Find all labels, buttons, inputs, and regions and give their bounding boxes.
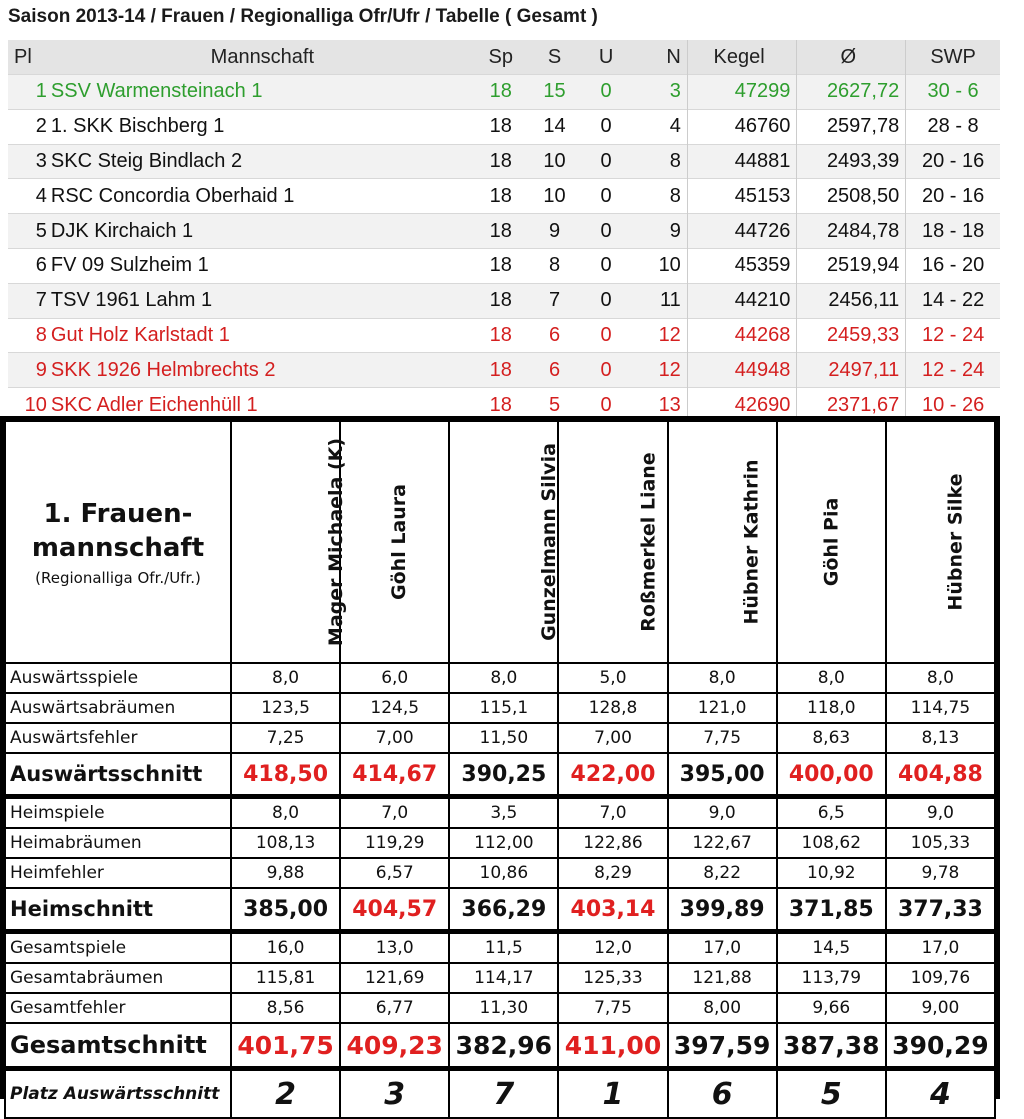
stats-row [5, 1069, 995, 1119]
cell-sp: 18 [474, 214, 528, 249]
cell-team: FV 09 Sulzheim 1 [51, 248, 474, 283]
stats-value-cell: 397,59 [668, 1023, 777, 1069]
stats-value-cell: 404,88 [886, 753, 995, 797]
table-row [8, 109, 1000, 144]
stats-row [5, 723, 995, 753]
player-name: Gunzelmann Silvia [538, 443, 561, 641]
stats-value-cell: 7,75 [668, 723, 777, 753]
cell-kegel: 44881 [687, 144, 797, 179]
stats-value-cell: 5,0 [558, 663, 667, 693]
stats-value-cell: 7,25 [231, 723, 340, 753]
stats-value-cell: 10,92 [777, 858, 886, 888]
table-row [8, 214, 1000, 249]
stats-value-cell: 115,1 [449, 693, 558, 723]
stats-value-cell: 399,89 [668, 888, 777, 932]
cell-kegel: 45153 [687, 179, 797, 214]
cell-pl: 8 [8, 318, 51, 353]
cell-u: 0 [581, 248, 630, 283]
stats-value-cell: 6 [668, 1069, 777, 1119]
stats-value-cell: 121,0 [668, 693, 777, 723]
stats-value-cell: 118,0 [777, 693, 886, 723]
league-table-title: Saison 2013-14 / Frauen / Regionalliga Ofr/Ufr / Tabelle ( Gesamt ) [8, 6, 598, 27]
cell-team: SKC Steig Bindlach 2 [51, 144, 474, 179]
stats-value-cell: 108,13 [231, 828, 340, 858]
table-row [8, 144, 1000, 179]
player-header-cell [449, 421, 561, 663]
cell-s: 14 [528, 109, 582, 144]
stats-row-label: Auswärtsschnitt [5, 753, 231, 797]
stats-value-cell: 8,13 [886, 723, 995, 753]
cell-swp: 12 - 24 [906, 318, 1000, 353]
cell-s: 10 [528, 144, 582, 179]
stats-value-cell: 390,29 [886, 1023, 995, 1069]
cell-s: 6 [528, 318, 582, 353]
stats-row [5, 858, 995, 888]
cell-swp: 14 - 22 [906, 283, 1000, 318]
stats-value-cell: 8,0 [668, 663, 777, 693]
cell-pl: 1 [8, 75, 51, 110]
cell-sp: 18 [474, 318, 528, 353]
cell-swp: 16 - 20 [906, 248, 1000, 283]
stats-value-cell: 9,78 [886, 858, 995, 888]
stats-value-cell: 6,57 [340, 858, 449, 888]
cell-swp: 28 - 8 [906, 109, 1000, 144]
cell-sp: 18 [474, 283, 528, 318]
stats-value-cell: 8,0 [777, 663, 886, 693]
cell-swp: 20 - 16 [906, 179, 1000, 214]
stats-value-cell: 8,0 [231, 797, 340, 829]
stats-row-label: Gesamtfehler [5, 993, 231, 1023]
cell-avg: 2459,33 [797, 318, 906, 353]
team-league: (Regionalliga Ofr./Ufr.) [35, 569, 201, 587]
stats-value-cell: 8,22 [668, 858, 777, 888]
stats-value-cell: 5 [777, 1069, 886, 1119]
stats-value-cell: 414,67 [340, 753, 449, 797]
cell-sp: 18 [474, 109, 528, 144]
stats-value-cell: 9,0 [886, 797, 995, 829]
stats-value-cell: 10,86 [449, 858, 558, 888]
header-s: S [528, 40, 582, 75]
stats-value-cell: 16,0 [231, 932, 340, 964]
cell-u: 0 [581, 283, 630, 318]
stats-value-cell: 6,5 [777, 797, 886, 829]
stats-value-cell: 124,5 [340, 693, 449, 723]
cell-s: 7 [528, 283, 582, 318]
cell-u: 0 [581, 75, 630, 110]
stats-row [5, 963, 995, 993]
cell-kegel: 44268 [687, 318, 797, 353]
cell-n: 12 [631, 353, 687, 388]
stats-value-cell: 7,00 [558, 723, 667, 753]
cell-sp: 18 [474, 388, 528, 422]
stats-value-cell: 385,00 [231, 888, 340, 932]
league-standings-table [8, 40, 1000, 422]
cell-sp: 18 [474, 75, 528, 110]
stats-value-cell: 17,0 [886, 932, 995, 964]
stats-value-cell: 115,81 [231, 963, 340, 993]
stats-value-cell: 122,86 [558, 828, 667, 858]
cell-u: 0 [581, 144, 630, 179]
stats-value-cell: 11,5 [449, 932, 558, 964]
cell-s: 8 [528, 248, 582, 283]
stats-value-cell: 9,00 [886, 993, 995, 1023]
cell-s: 10 [528, 179, 582, 214]
stats-row [5, 753, 995, 797]
stats-value-cell: 9,66 [777, 993, 886, 1023]
cell-sp: 18 [474, 179, 528, 214]
cell-team: SKC Adler Eichenhüll 1 [51, 388, 474, 422]
stats-value-cell: 12,0 [558, 932, 667, 964]
stats-value-cell: 401,75 [231, 1023, 340, 1069]
header-sp: Sp [474, 40, 528, 75]
stats-value-cell: 122,67 [668, 828, 777, 858]
stats-row-label: Platz Auswärtsschnitt [5, 1069, 231, 1119]
player-name: Göhl Laura [388, 484, 411, 600]
cell-avg: 2508,50 [797, 179, 906, 214]
cell-pl: 6 [8, 248, 51, 283]
stats-value-cell: 1 [558, 1069, 667, 1119]
cell-u: 0 [581, 214, 630, 249]
cell-s: 9 [528, 214, 582, 249]
header-u: U [581, 40, 630, 75]
cell-kegel: 45359 [687, 248, 797, 283]
table-row [8, 179, 1000, 214]
cell-avg: 2484,78 [797, 214, 906, 249]
stats-row-label: Gesamtabräumen [5, 963, 231, 993]
cell-kegel: 42690 [687, 388, 797, 422]
stats-value-cell: 11,30 [449, 993, 558, 1023]
stats-row-label: Heimschnitt [5, 888, 231, 932]
header-avg: Ø [797, 40, 906, 75]
cell-n: 9 [631, 214, 687, 249]
stats-value-cell: 371,85 [777, 888, 886, 932]
cell-kegel: 46760 [687, 109, 797, 144]
stats-value-cell: 8,29 [558, 858, 667, 888]
cell-pl: 10 [8, 388, 51, 422]
cell-u: 0 [581, 179, 630, 214]
table-row [8, 283, 1000, 318]
stats-value-cell: 390,25 [449, 753, 558, 797]
header-pl: Pl [8, 40, 51, 75]
cell-kegel: 44210 [687, 283, 797, 318]
cell-swp: 12 - 24 [906, 353, 1000, 388]
stats-value-cell: 14,5 [777, 932, 886, 964]
stats-value-cell: 2 [231, 1069, 340, 1119]
stats-value-cell: 7,00 [340, 723, 449, 753]
cell-n: 12 [631, 318, 687, 353]
stats-value-cell: 13,0 [340, 932, 449, 964]
stats-value-cell: 7,0 [558, 797, 667, 829]
stats-row [5, 1023, 995, 1069]
stats-value-cell: 382,96 [449, 1023, 558, 1069]
stats-row [5, 693, 995, 723]
cell-sp: 18 [474, 144, 528, 179]
cell-u: 0 [581, 318, 630, 353]
stats-row [5, 663, 995, 693]
cell-s: 15 [528, 75, 582, 110]
stats-value-cell: 366,29 [449, 888, 558, 932]
stats-value-cell: 121,88 [668, 963, 777, 993]
player-name: Hübner Silke [944, 473, 967, 611]
table-row [8, 248, 1000, 283]
player-name: Göhl Pia [820, 497, 843, 587]
player-name: Mager Michaela (K) [325, 437, 348, 647]
header-n: N [631, 40, 687, 75]
cell-swp: 20 - 16 [906, 144, 1000, 179]
cell-n: 13 [631, 388, 687, 422]
table-row [8, 318, 1000, 353]
stats-value-cell: 119,29 [340, 828, 449, 858]
cell-avg: 2597,78 [797, 109, 906, 144]
stats-row [5, 828, 995, 858]
cell-avg: 2493,39 [797, 144, 906, 179]
stats-row-label: Auswärtsspiele [5, 663, 231, 693]
cell-avg: 2371,67 [797, 388, 906, 422]
cell-team: DJK Kirchaich 1 [51, 214, 474, 249]
stats-value-cell: 422,00 [558, 753, 667, 797]
table-row [8, 353, 1000, 388]
cell-kegel: 44726 [687, 214, 797, 249]
cell-pl: 9 [8, 353, 51, 388]
cell-team: TSV 1961 Lahm 1 [51, 283, 474, 318]
cell-team: RSC Concordia Oberhaid 1 [51, 179, 474, 214]
stats-value-cell: 114,17 [449, 963, 558, 993]
player-header-cell [777, 421, 886, 663]
stats-value-cell: 418,50 [231, 753, 340, 797]
player-name: Roßmerkel Liane [638, 452, 661, 632]
stats-value-cell: 377,33 [886, 888, 995, 932]
player-header-cell [886, 421, 995, 663]
stats-value-cell: 121,69 [340, 963, 449, 993]
stats-value-cell: 4 [886, 1069, 995, 1119]
stats-value-cell: 409,23 [340, 1023, 449, 1069]
stats-value-cell: 112,00 [449, 828, 558, 858]
cell-s: 6 [528, 353, 582, 388]
cell-n: 3 [631, 75, 687, 110]
cell-n: 10 [631, 248, 687, 283]
stats-value-cell: 125,33 [558, 963, 667, 993]
cell-s: 5 [528, 388, 582, 422]
team-title: 1. Frauen-mannschaft [31, 499, 205, 563]
stats-value-cell: 400,00 [777, 753, 886, 797]
stats-value-cell: 411,00 [558, 1023, 667, 1069]
stats-value-cell: 395,00 [668, 753, 777, 797]
player-header-cell [558, 421, 667, 663]
header-swp: SWP [906, 40, 1000, 75]
player-header-cell [231, 421, 348, 663]
cell-n: 4 [631, 109, 687, 144]
stats-row-label: Auswärtsabräumen [5, 693, 231, 723]
stats-value-cell: 7,75 [558, 993, 667, 1023]
cell-team: 1. SKK Bischberg 1 [51, 109, 474, 144]
stats-value-cell: 9,0 [668, 797, 777, 829]
stats-value-cell: 7,0 [340, 797, 449, 829]
cell-avg: 2497,11 [797, 353, 906, 388]
stats-value-cell: 6,0 [340, 663, 449, 693]
cell-avg: 2456,11 [797, 283, 906, 318]
stats-value-cell: 7 [449, 1069, 558, 1119]
league-header-row [8, 40, 1000, 75]
stats-value-cell: 128,8 [558, 693, 667, 723]
stats-row-label: Auswärtsfehler [5, 723, 231, 753]
stats-value-cell: 8,0 [231, 663, 340, 693]
cell-u: 0 [581, 353, 630, 388]
stats-value-cell: 17,0 [668, 932, 777, 964]
stats-value-cell: 8,0 [886, 663, 995, 693]
stats-header-row [5, 421, 995, 663]
stats-value-cell: 109,76 [886, 963, 995, 993]
cell-avg: 2627,72 [797, 75, 906, 110]
stats-value-cell: 11,50 [449, 723, 558, 753]
cell-kegel: 44948 [687, 353, 797, 388]
player-header-cell [668, 421, 777, 663]
stats-row-label: Heimabräumen [5, 828, 231, 858]
cell-avg: 2519,94 [797, 248, 906, 283]
cell-sp: 18 [474, 248, 528, 283]
stats-value-cell: 8,0 [449, 663, 558, 693]
stats-row-label: Heimfehler [5, 858, 231, 888]
player-name: Hübner Kathrin [740, 459, 763, 625]
cell-kegel: 47299 [687, 75, 797, 110]
stats-row [5, 932, 995, 964]
cell-n: 8 [631, 179, 687, 214]
cell-u: 0 [581, 388, 630, 422]
stats-value-cell: 105,33 [886, 828, 995, 858]
player-stats-table [4, 420, 996, 1119]
stats-value-cell: 113,79 [777, 963, 886, 993]
stats-value-cell: 108,62 [777, 828, 886, 858]
stats-row-label: Gesamtspiele [5, 932, 231, 964]
cell-n: 8 [631, 144, 687, 179]
cell-n: 11 [631, 283, 687, 318]
cell-swp: 10 - 26 [906, 388, 1000, 422]
stats-value-cell: 8,63 [777, 723, 886, 753]
cell-swp: 18 - 18 [906, 214, 1000, 249]
cell-sp: 18 [474, 353, 528, 388]
stats-value-cell: 9,88 [231, 858, 340, 888]
cell-team: SKK 1926 Helmbrechts 2 [51, 353, 474, 388]
stats-value-cell: 114,75 [886, 693, 995, 723]
header-kegel: Kegel [687, 40, 797, 75]
cell-swp: 30 - 6 [906, 75, 1000, 110]
stats-value-cell: 3,5 [449, 797, 558, 829]
header-team: Mannschaft [51, 40, 474, 75]
stats-value-cell: 403,14 [558, 888, 667, 932]
player-stats-frame [0, 416, 1000, 1112]
cell-team: SSV Warmensteinach 1 [51, 75, 474, 110]
stats-value-cell: 8,00 [668, 993, 777, 1023]
stats-row-label: Heimspiele [5, 797, 231, 829]
cell-team: Gut Holz Karlstadt 1 [51, 318, 474, 353]
stats-value-cell: 6,77 [340, 993, 449, 1023]
cell-pl: 2 [8, 109, 51, 144]
table-row [8, 75, 1000, 110]
stats-value-cell: 404,57 [340, 888, 449, 932]
stats-value-cell: 3 [340, 1069, 449, 1119]
stats-row [5, 888, 995, 932]
stats-value-cell: 387,38 [777, 1023, 886, 1069]
cell-pl: 7 [8, 283, 51, 318]
stats-row [5, 797, 995, 829]
cell-pl: 4 [8, 179, 51, 214]
stats-row-label: Gesamtschnitt [5, 1023, 231, 1069]
team-heading-cell [5, 421, 231, 663]
cell-u: 0 [581, 109, 630, 144]
stats-value-cell: 8,56 [231, 993, 340, 1023]
cell-pl: 3 [8, 144, 51, 179]
stats-row [5, 993, 995, 1023]
cell-pl: 5 [8, 214, 51, 249]
stats-value-cell: 123,5 [231, 693, 340, 723]
player-header-cell [340, 421, 449, 663]
